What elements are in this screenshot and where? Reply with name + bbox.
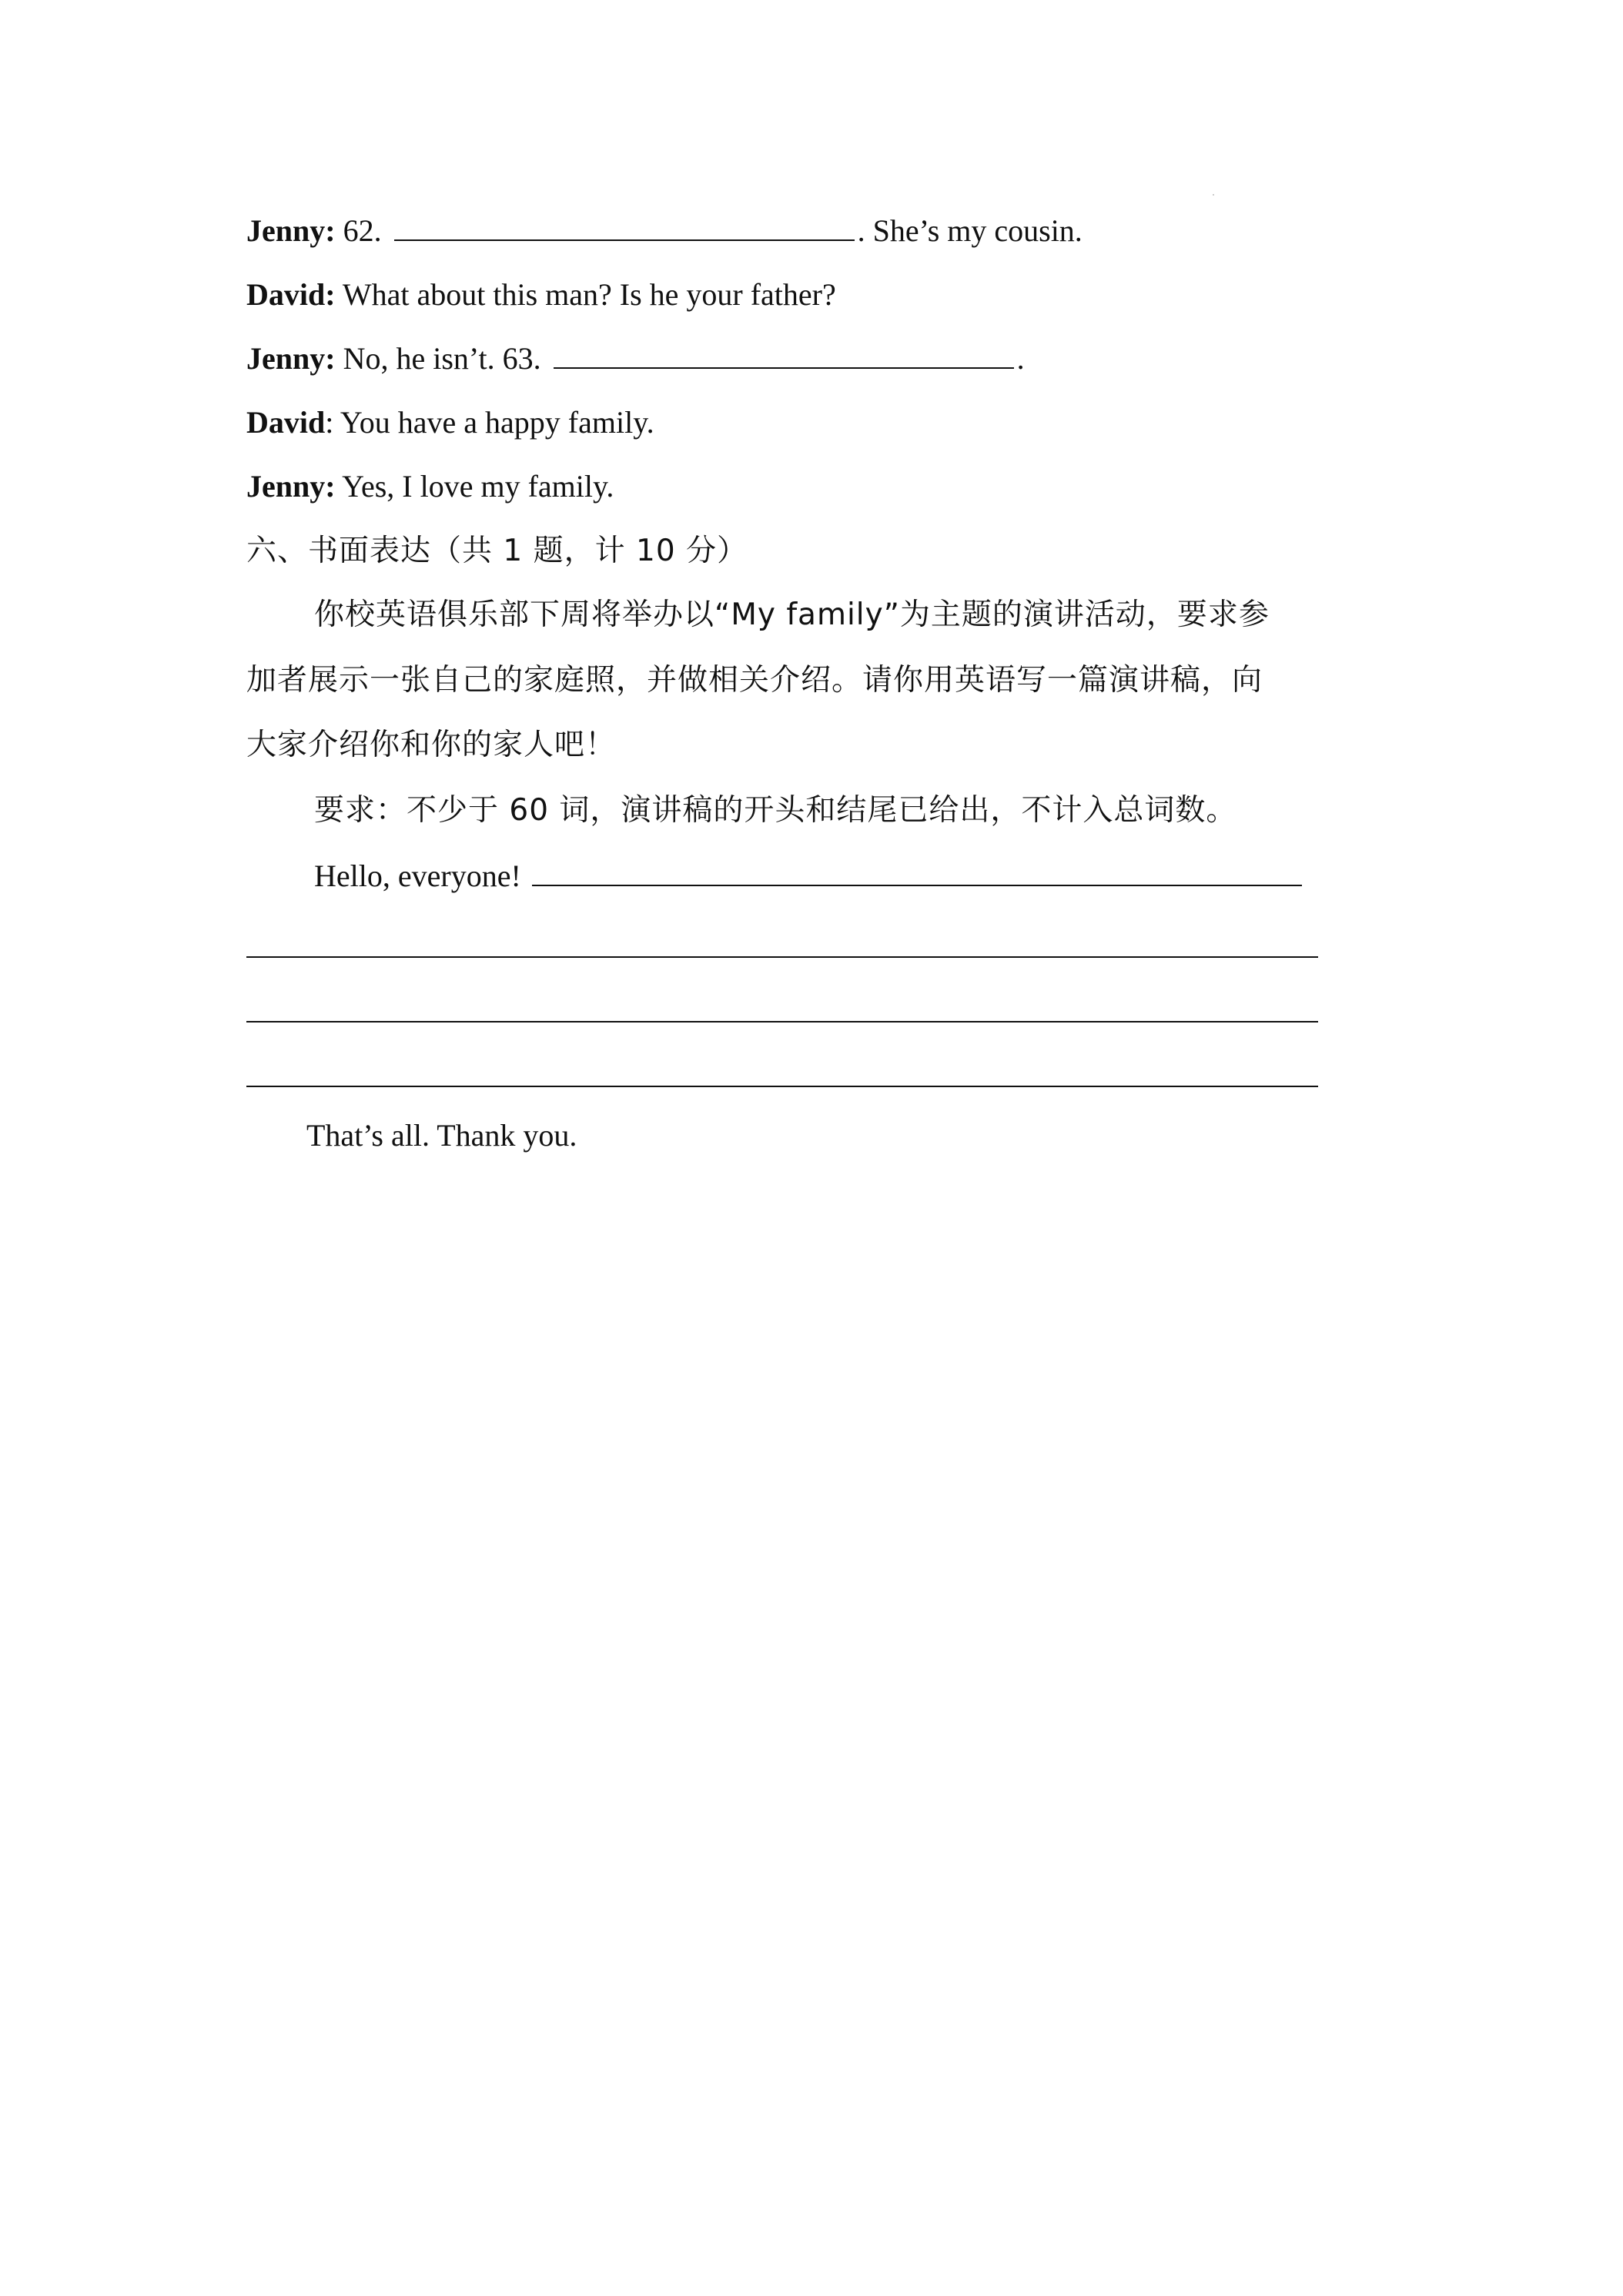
line-text-after: .: [1016, 341, 1025, 376]
speaker-label: Jenny:: [246, 469, 336, 504]
writing-line-4[interactable]: [246, 1086, 1318, 1087]
line-text: What about this man? Is he your father?: [335, 277, 836, 312]
answer-blank-62[interactable]: [394, 213, 855, 241]
line-text-before: No, he isn’t. 63.: [335, 341, 549, 376]
dialogue-line-62: [246, 211, 1083, 251]
writing-line-3[interactable]: [246, 1021, 1318, 1022]
line-text: : You have a happy family.: [325, 405, 654, 440]
line-text: Yes, I love my family.: [335, 469, 614, 504]
closing-text: That’s all. Thank you.: [306, 1118, 577, 1153]
dialogue-line-david-1: [246, 275, 836, 315]
speaker-label: Jenny:: [246, 213, 336, 248]
prompt-line-2: 加者展示一张自己的家庭照，并做相关介绍。请你用英语写一篇演讲稿，向: [246, 663, 1263, 698]
line-text-before: 62.: [335, 213, 390, 248]
prompt-line-1: 你校英语俱乐部下周将举办以“My family”为主题的演讲活动，要求参: [314, 597, 1270, 632]
opening-text: Hello, everyone!: [314, 858, 521, 893]
requirement-text: 要求：不少于 60 词，演讲稿的开头和结尾已给出，不计入总词数。: [314, 793, 1237, 828]
dialogue-line-63: [246, 339, 1025, 379]
writing-line-2[interactable]: [246, 956, 1318, 958]
speaker-label: David: [246, 405, 326, 440]
dialogue-line-david-2: [246, 403, 654, 443]
scan-speck: [1213, 194, 1214, 196]
line-text-after: . She’s my cousin.: [857, 213, 1083, 248]
answer-blank-63[interactable]: [554, 341, 1014, 369]
speaker-label: Jenny:: [246, 341, 336, 376]
speaker-label: David:: [246, 277, 336, 312]
writing-line-1[interactable]: [532, 858, 1302, 886]
section-heading: 六、书面表达（共 1 题，计 10 分）: [246, 534, 748, 568]
opening-line: [314, 856, 1302, 896]
prompt-line-3: 大家介绍你和你的家人吧！: [246, 728, 617, 762]
dialogue-line-jenny-final: [246, 467, 614, 507]
